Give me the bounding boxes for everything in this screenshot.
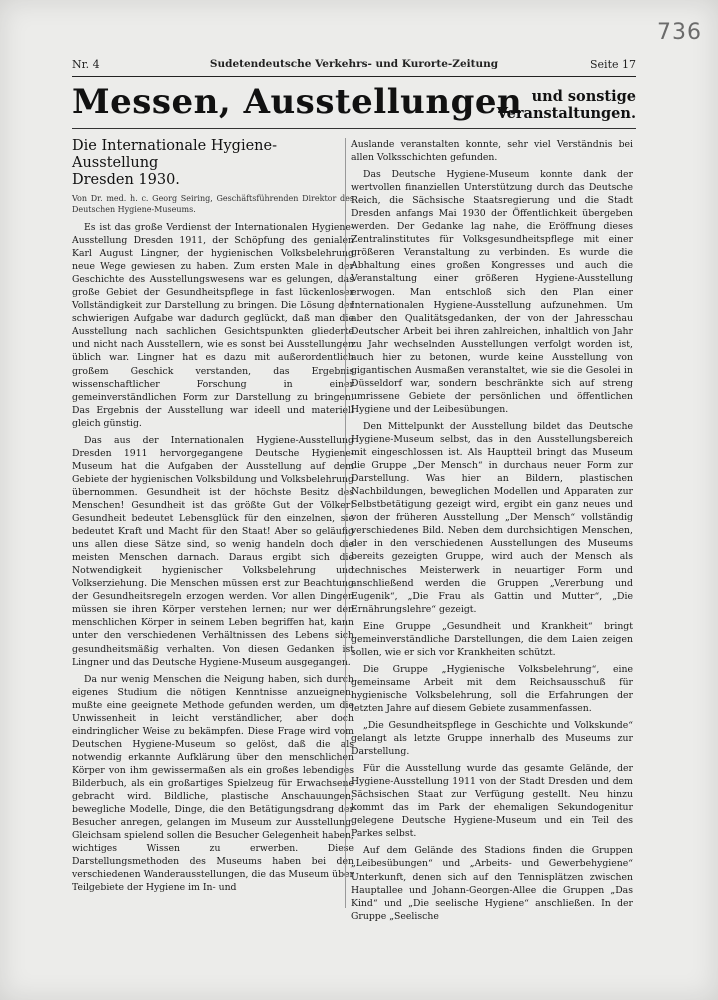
- paragraph: Das aus der Internationalen Hygiene-Ausstellung Dresden 1911 hervorgegangene Deutsche Hygiene-Museum hat die Aufgaben der Ausstellung auf dem Gebiete der hygienischen Volksbildung und Volksbelehrung übernommen. Gesundheit ist der höchste Besitz des Menschen! Gesundheit ist das größte Gut der Völker! Gesundheit bedeutet Lebensglück für den einzelnen, sie bedeutet Kraft und Macht für den Staat! Aber so geläufig uns allen diese Sätze sind, so wenig handeln doch die meisten Menschen darnach. Daraus ergibt sich die Notwendigkeit hygienischer Volksbelehrung und Volkserziehung. Die Menschen müssen erst zur Beachtung der Gesundheitsregeln erzogen werden. Vor allen Dingen müssen sie ihren Körper verstehen lernen; nur wer den menschlichen Körper in seinem Leben begriffen hat, kann unter den verschiedenen Verhältnissen des Lebens sich gesundheitsmäßig verhalten. Von diesen Gedanken ist Lingner und das Deutsche Hygiene-Museum ausgegangen.: [72, 434, 354, 668]
- paragraph: Auf dem Gelände des Stadions finden die Gruppen „Leibesübungen“ und „Arbeits- und Gewerbehygiene“ Unterkunft, denen sich auf den Tennisplätzen zwischen Hauptallee und Johann-Georgen-Allee die Gruppen „Das Kind“ und „Die seelische Hygiene“ anschließen. In der Gruppe „Seelische: [351, 845, 633, 922]
- paragraph: Da nur wenig Menschen die Neigung haben, sich durch eigenes Studium die nötigen Kenntnisse anzueignen, mußte eine geeignete Methode gefunden werden, um die Unwissenheit in leicht verständlicher, aber doch eindringlicher Weise zu bekämpfen. Diese Frage wird vom Deutschen Hygiene-Museum so gelöst, daß die als notwendig erkannte Aufklärung über den menschlichen Körper von ihm gewissermaßen als ein großes lebendiges Bilderbuch, als ein großartiges Spielzeug für Erwachsene gebracht wird. Bildliche, plastische Anschauungen, bewegliche Modelle, Dinge, die den Betätigungsdrang der Besucher anregen, gelangen im Museum zur Ausstellung. Gleichsam spielend sollen die Besucher Gelegenheit haben, wichtiges Wissen zu erwerben. Diese Darstellungsmethoden des Museums haben bei den verschiedenen Wanderausstellungen, die das Museum über Teilgebiete der Hygiene im In- und: [72, 673, 354, 894]
- publication-name: Sudetendeutsche Verkehrs- und Kurorte-Zeitung: [209, 58, 499, 70]
- section-subtitle-line1: und sonstige: [531, 88, 636, 105]
- section-subtitle-line2: Veranstaltungen.: [496, 105, 636, 122]
- page-label: Seite 17: [590, 58, 636, 71]
- paragraph: Die Gruppe „Hygienische Volksbelehrung“, eine gemeinsame Arbeit mit dem Reichsausschuß für hygienische Volksbelehrung, soll die Erfahrungen der letzten Jahre auf diesem Gebiete zusammenfassen.: [351, 663, 633, 714]
- column-left: [72, 138, 354, 898]
- paragraph: Auslande veranstalten konnte, sehr viel Verständnis bei allen Volksschichten gefunden.: [351, 139, 633, 164]
- header-rule: [72, 76, 636, 77]
- paragraph: Es ist das große Verdienst der Internationalen Hygiene-Ausstellung Dresden 1911, der Schöpfung des genialen Karl August Lingner, der hygienischen Volksbelehrung neue Wege gewiesen zu haben. Zum ersten Male in der Geschichte des Ausstellungswesens war es gelungen, das große Gebiet der Gesundheitspflege in fast lückenloser Vollständigkeit zur Darstellung zu bringen. Die Lösung der schwierigen Aufgabe war dadurch geglückt, daß man die Ausstellung nach sachlichen Gesichtspunkten gliederte und nicht nach Ausstellern, wie es sonst bei Ausstellungen üblich war. Lingner hat es dazu mit außerordentlich großem Geschick verstanden, das Ergebnis wissenschaftlicher Forschung in einer gemeinverständlichen Form zur Darstellung zu bringen. Das Ergebnis der Ausstellung war ideell und materiell gleich günstig.: [72, 222, 354, 429]
- section-title: Messen, Ausstellungen: [72, 82, 523, 122]
- section-subtitle: [497, 88, 636, 122]
- article-title-line1: Die Internationale Hygiene-Ausstellung: [72, 138, 278, 171]
- article-byline: Von Dr. med. h. c. Georg Seiring, Geschäftsführenden Direktor des Deutschen Hygiene-Museums.: [72, 194, 354, 214]
- paragraph: „Die Gesundheitspflege in Geschichte und Volkskunde“ gelangt als letzte Gruppe innerhalb des Museums zur Darstellung.: [351, 720, 633, 758]
- running-header: [72, 58, 636, 74]
- article-title: [72, 138, 354, 189]
- title-rule: [72, 128, 636, 129]
- article-title-line2: Dresden 1930.: [72, 172, 180, 188]
- paragraph: Eine Gruppe „Gesundheit und Krankheit“ bringt gemeinverständliche Darstellungen, die dem Laien zeigen sollen, wie er sich vor Krankheiten schützt.: [351, 620, 633, 658]
- column-divider: [345, 138, 346, 908]
- column-right: [351, 138, 633, 927]
- paragraph: Für die Ausstellung wurde das gesamte Gelände, der Hygiene-Ausstellung 1911 von der Stadt Dresden und dem Sächsischen Staat zur Verfügung gestellt. Neu hinzu kommt das im Park der ehemaligen Sekundogenitur gelegene Deutsche Hygiene-Museum und ein Teil des Parkes selbst.: [351, 763, 633, 840]
- handwritten-page-number: 736: [657, 20, 702, 45]
- issue-number: Nr. 4: [72, 58, 100, 71]
- paragraph: Den Mittelpunkt der Ausstellung bildet das Deutsche Hygiene-Museum selbst, das in den Ausstellungsbereich mit eingeschlossen ist. Als Hauptteil bringt das Museum die Gruppe „Der Mensch“ in durchaus neuer Form zur Darstellung. Was hier an Bildern, plastischen Nachbildungen, beweglichen Modellen und Apparaten zur Selbstbetätigung gezeigt wird, ergibt ein ganz neues und von der früheren Ausstellung „Der Mensch“ vollständig verschiedenes Bild. Neben dem durchsichtigen Menschen, der in den verschiedenen Ausstellungen des Museums bereits gezeigten Gruppe, wird auch der Mensch als technisches Meisterwerk in neuartiger Form und anschließend werden die Gruppen „Vererbung und Eugenik“, „Die Frau als Gattin und Mutter“, „Die Ernährungslehre“ gezeigt.: [351, 420, 633, 615]
- paragraph: Das Deutsche Hygiene-Museum konnte dank der wertvollen finanziellen Unterstützung durch das Deutsche Reich, die Sächsische Staatsregierung und die Stadt Dresden anfangs Mai 1930 der Öffentlichkeit übergeben werden. Der Gedanke lag nahe, die Eröffnung dieses Zentralinstitutes für Volksgesundheitspflege mit einer größeren Veranstaltung zu verbinden. Es wurde die Abhaltung eines großen Kongresses und auch die Veranstaltung einer größeren Hygiene-Ausstellung erwogen. Man entschloß sich den Plan einer Internationalen Hygiene-Ausstellung aufzunehmen. Um aber den Qualitätsgedanken, der von der Jahresschau Deutscher Arbeit bei ihren zahlreichen, inhaltlich von Jahr zu Jahr wechselnden Ausstellungen verfolgt worden ist, auch hier zu betonen, wurde keine Ausstellung von gigantischen Ausmaßen veranstaltet, wie sie die Gesolei in Düsseldorf war, sondern beschränkte sich auf streng umrissene Gebiete der persönlichen und öffentlichen Hygiene und der Leibesübungen.: [351, 169, 633, 415]
